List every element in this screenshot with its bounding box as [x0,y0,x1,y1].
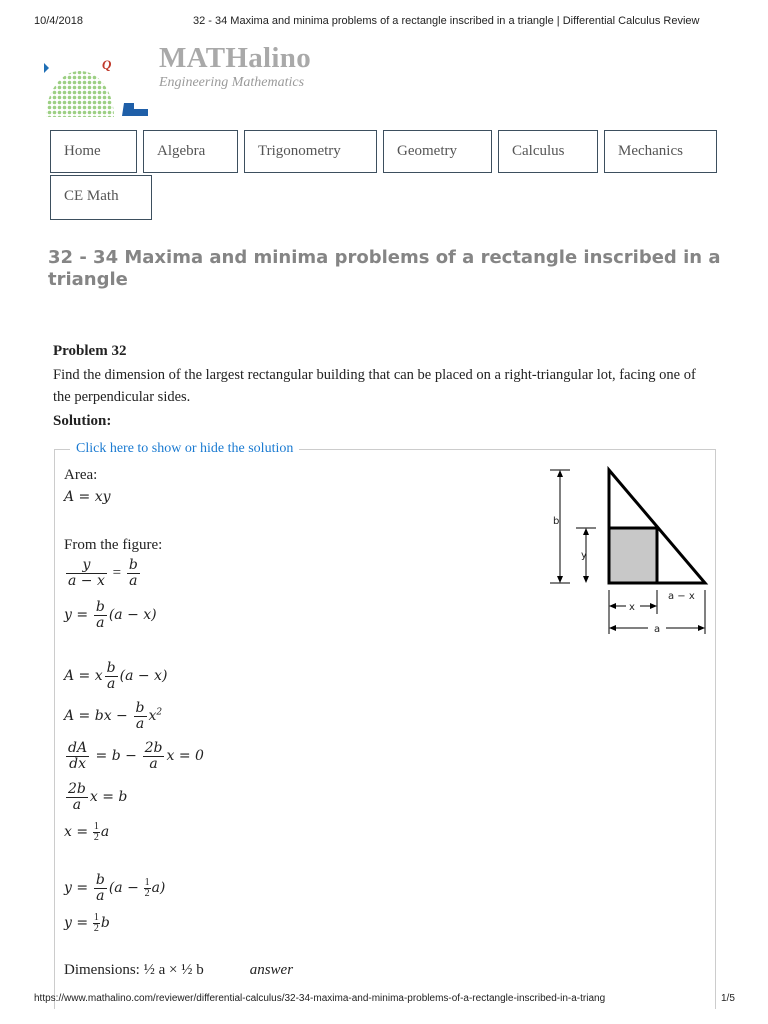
solution-label: Solution: [53,413,112,429]
equation-area-expanded: A = bx − $\frac{b}{a}$ $x^2$ [64,700,163,732]
nav-trigonometry[interactable]: Trigonometry [244,130,377,173]
equation-x-result: x = $\frac{1}{2}$ a [64,821,110,843]
nav-algebra[interactable]: Algebra [143,130,238,173]
nav-mechanics[interactable]: Mechanics [604,130,717,173]
figure-label-b: b [553,516,560,527]
from-figure-label: From the figure: [64,537,163,553]
equation-area-substituted: A = x $\frac{b}{a}$ (a − x) [64,660,168,692]
dimensions-answer [64,962,293,979]
nav-geometry[interactable]: Geometry [383,130,492,173]
equation-y-substituted: y = $\frac{b}{a}$ (a − $\frac{1}{2}$ a) [64,872,166,904]
site-brand[interactable]: MATHalino [159,42,312,74]
print-page-title: 32 - 34 Maxima and minima problems of a rectangle inscribed in a triangle | Differential Calculus Review [193,15,700,27]
print-page-number: 1/5 [721,993,735,1004]
answer-label: answer [249,962,294,978]
nav-calculus[interactable]: Calculus [498,130,598,173]
nav-ce-math[interactable]: CE Math [50,175,152,220]
equation-y-result: y = $\frac{1}{2}$ b [64,912,110,934]
print-footer-url: https://www.mathalino.com/reviewer/differential-calculus/32-34-maxima-and-minima-problems-of-a-rectangle-inscribed-in-a-triang [34,993,606,1004]
figure-label-a: a [654,624,661,635]
equation-y-of-x: y = $\frac{b}{a}$ (a − x) [64,599,157,631]
nav-home[interactable]: Home [50,130,137,173]
figure-label-x: x [629,602,635,613]
site-tagline: Engineering Mathematics [159,75,305,90]
equation-solve-x: $\frac{2b}{a}$ x = b [68,781,128,813]
figure-label-y: y [581,550,587,561]
equation-area: A = xy [64,489,111,505]
equation-similar-triangles: $\frac{y}{a - x}$ = $\frac{b}{a}$ [68,557,138,589]
problem-label: Problem 32 [53,343,127,359]
triangle-figure [540,462,720,642]
problem-statement: Find the dimension of the largest rectangular building that can be placed on a right-triangular lot, facing one of the perpendicular sides. [53,367,696,405]
toggle-solution-link[interactable]: Click here to show or hide the solution [70,441,299,457]
print-date: 10/4/2018 [34,15,83,27]
equation-derivative: $\frac{dA}{dx}$ = b − $\frac{2b}{a}$ x = 0 [68,740,204,772]
page-title: 32 - 34 Maxima and minima problems of a rectangle inscribed in a triangle [48,247,721,290]
mathalino-logo[interactable] [42,55,154,120]
figure-label-a-minus-x: a − x [668,591,695,602]
svg-text:Q: Q [102,57,112,72]
area-label: Area: [64,467,98,483]
dimensions-label: Dimensions: ½ a × ½ b [64,962,204,978]
